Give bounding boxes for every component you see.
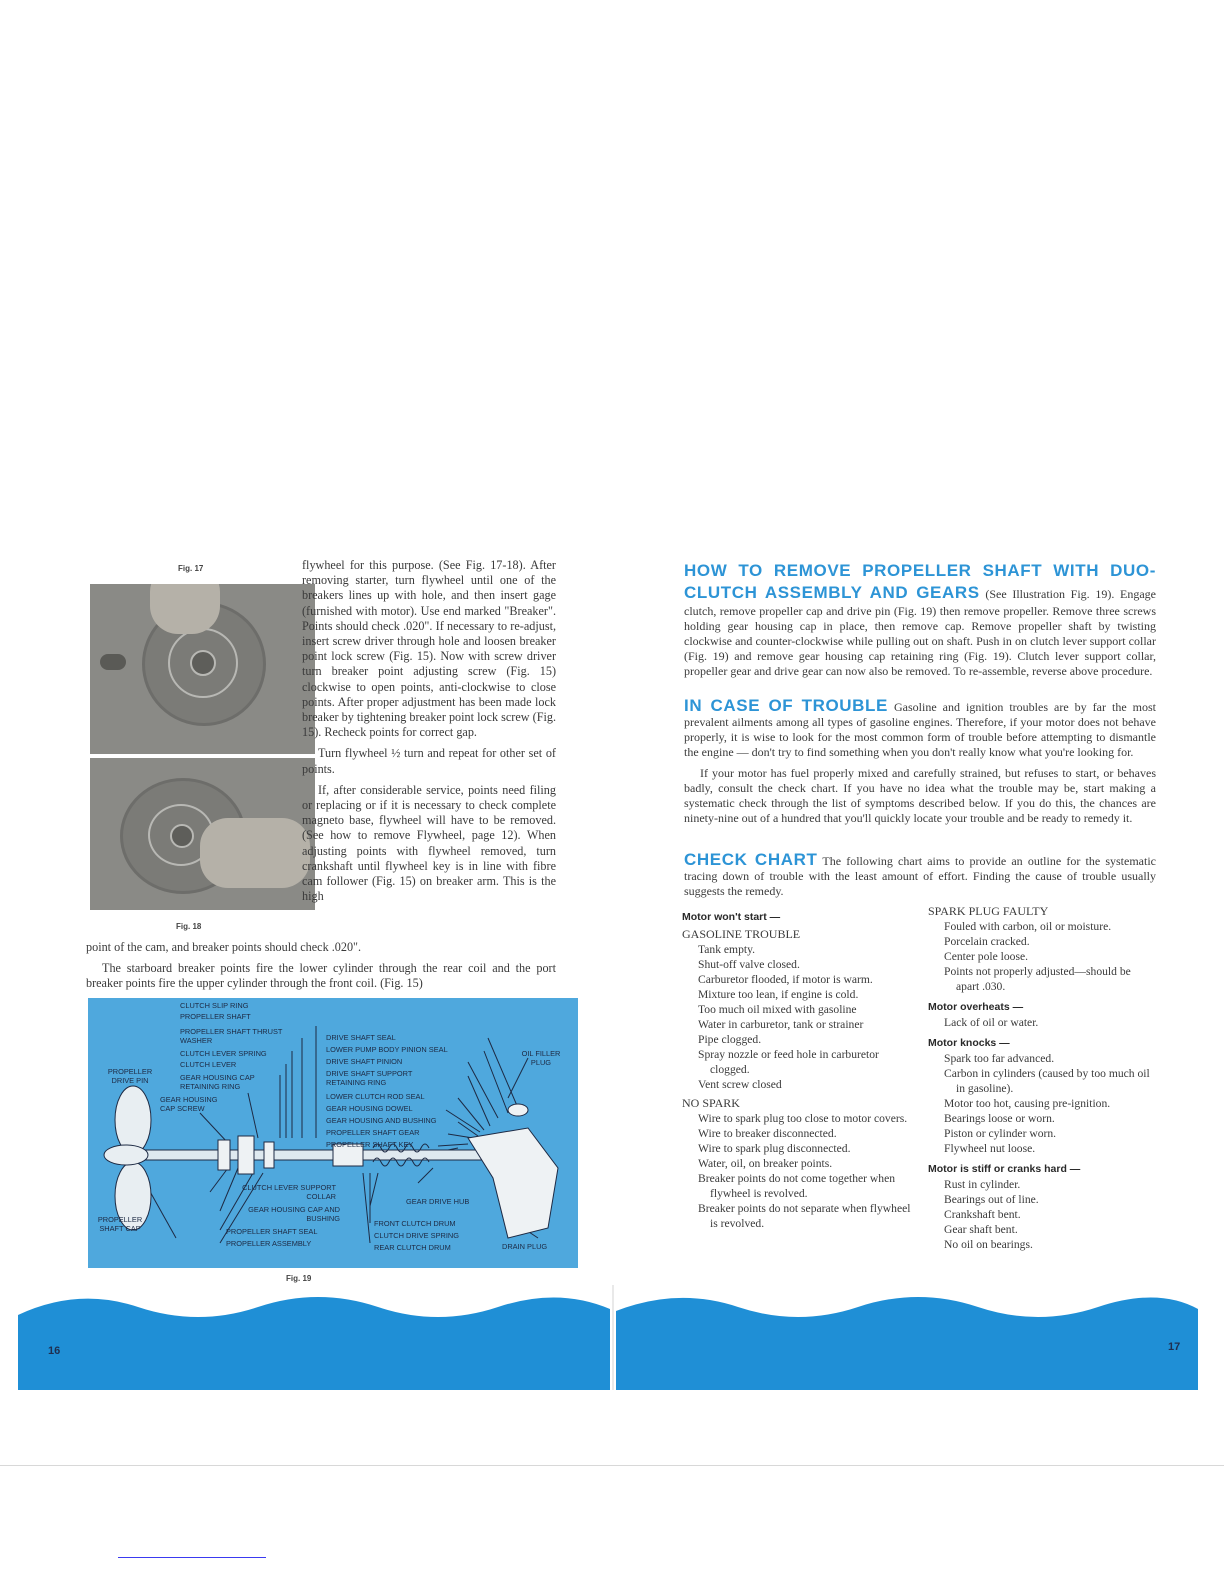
label-thrust-washer: PROPELLER SHAFT THRUST WASHER bbox=[180, 1027, 283, 1045]
motor-stiff-heading: Motor is stiff or cranks hard — bbox=[928, 1163, 1081, 1175]
check-chart-left-column bbox=[682, 904, 914, 1231]
motor-stiff-list bbox=[928, 1177, 1156, 1252]
list-item: Motor too hot, causing pre-ignition. bbox=[944, 1097, 1111, 1110]
list-item: Mixture too lean, if engine is cold. bbox=[698, 988, 859, 1001]
list-item: Pipe clogged. bbox=[698, 1033, 762, 1046]
label-clutch-lever-spring: CLUTCH LEVER SPRING bbox=[180, 1049, 267, 1058]
spark-plug-faulty-heading: SPARK PLUG FAULTY bbox=[928, 904, 1049, 918]
label-support-retaining-ring: DRIVE SHAFT SUPPORT RETAINING RING bbox=[326, 1069, 413, 1087]
label-cap-and-bushing: GEAR HOUSING CAP AND BUSHING bbox=[248, 1205, 340, 1223]
label-clutch-rod-seal: LOWER CLUTCH ROD SEAL bbox=[326, 1092, 425, 1101]
remove-propeller-heading: HOW TO REMOVE PROPELLER SHAFT WITH DUO-CLUTCH ASSEMBLY AND GEARS bbox=[684, 561, 1156, 602]
list-item: Breaker points do not separate when flywheel is revolved. bbox=[698, 1202, 911, 1230]
motor-knocks-heading: Motor knocks — bbox=[928, 1037, 1010, 1049]
scan-edge-line bbox=[0, 1465, 1224, 1466]
list-item: Wire to breaker disconnected. bbox=[698, 1127, 837, 1140]
no-spark-heading: NO SPARK bbox=[682, 1096, 740, 1110]
fig19-exploded-diagram bbox=[88, 998, 578, 1268]
remove-propeller-fig-ref: (See Illustration Fig. 19). bbox=[985, 587, 1115, 601]
list-item: Water in carburetor, tank or strainer bbox=[698, 1018, 864, 1031]
gasoline-trouble-heading: GASOLINE TROUBLE bbox=[682, 927, 801, 941]
label-propeller-drive-pin: PROPELLER DRIVE PIN bbox=[107, 1067, 153, 1085]
list-item: Bearings loose or worn. bbox=[944, 1112, 1055, 1125]
list-item: Carburetor flooded, if motor is warm. bbox=[698, 973, 873, 986]
list-item: Center pole loose. bbox=[944, 950, 1029, 963]
remove-propeller-text: Engage clutch, remove propeller cap and drive pin (Fig. 19) then remove propeller. Remove three screws holding gear housing cap in place, then remove cap. Remove propeller shaft by twisting clockwise and counter-clockwise while pulling out on shaft. Push in on clutch lever support collar (Fig. 19) and remove gear housing cap retaining ring (Fig. 19). Clutch lever support collar, propeller gear and drive gear can now also be removed. To re-assemble, reverse above procedure. bbox=[684, 587, 1156, 678]
left-page bbox=[18, 540, 610, 1390]
gasoline-trouble-list bbox=[682, 942, 914, 1092]
breaker-para-5: The starboard breaker points fire the lower cylinder through the rear coil and the port breaker points fire the upper cylinder through the front coil. (Fig. 15) bbox=[86, 961, 556, 991]
motor-overheats-heading: Motor overheats — bbox=[928, 1001, 1024, 1013]
label-propeller-shaft: PROPELLER SHAFT bbox=[180, 1012, 251, 1021]
label-clutch-slip-ring: CLUTCH SLIP RING bbox=[180, 1001, 249, 1010]
label-propeller-shaft-seal: PROPELLER SHAFT SEAL bbox=[226, 1227, 318, 1236]
spark-plug-faulty-list bbox=[928, 919, 1156, 994]
list-item: No oil on bearings. bbox=[944, 1238, 1033, 1251]
list-item: Lack of oil or water. bbox=[944, 1016, 1039, 1029]
fig17-label: Fig. 17 bbox=[178, 564, 204, 573]
wave-footer bbox=[18, 1285, 1198, 1390]
list-item: Piston or cylinder worn. bbox=[944, 1127, 1057, 1140]
scan-mark-line bbox=[118, 1557, 266, 1558]
remove-propeller-section bbox=[684, 560, 1156, 679]
label-drive-shaft-pinion: DRIVE SHAFT PINION bbox=[326, 1057, 403, 1066]
trouble-heading: IN CASE OF TROUBLE bbox=[684, 696, 888, 715]
list-item: Porcelain cracked. bbox=[944, 935, 1030, 948]
list-item: Gear shaft bent. bbox=[944, 1223, 1018, 1236]
check-chart-right-column bbox=[928, 902, 1156, 1252]
list-item: Spray nozzle or feed hole in carburetor clogged. bbox=[698, 1048, 879, 1076]
list-item: Wire to spark plug disconnected. bbox=[698, 1142, 851, 1155]
label-propeller-shaft-cap: PROPELLER SHAFT CAP bbox=[97, 1215, 143, 1233]
fig17-photo bbox=[90, 584, 315, 754]
list-item: Vent screw closed bbox=[698, 1078, 782, 1091]
fig18-photo bbox=[90, 758, 315, 910]
label-gear-drive-hub: GEAR DRIVE HUB bbox=[406, 1197, 470, 1206]
breaker-full-text bbox=[86, 940, 556, 998]
list-item: Carbon in cylinders (caused by too much oil in gasoline). bbox=[944, 1067, 1150, 1095]
check-chart-intro bbox=[684, 852, 1156, 899]
motor-overheats-list bbox=[928, 1015, 1156, 1030]
label-cap-screw: GEAR HOUSING CAP SCREW bbox=[160, 1095, 218, 1113]
fig18-label: Fig. 18 bbox=[176, 922, 202, 931]
list-item: Crankshaft bent. bbox=[944, 1208, 1021, 1221]
page-number-16: 16 bbox=[48, 1345, 61, 1357]
label-gear-housing-bushing: GEAR HOUSING AND BUSHING bbox=[326, 1116, 437, 1125]
trouble-section bbox=[684, 698, 1156, 826]
label-drain-plug: DRAIN PLUG bbox=[502, 1242, 548, 1251]
page-number-17: 17 bbox=[1168, 1341, 1181, 1353]
list-item: Fouled with carbon, oil or moisture. bbox=[944, 920, 1112, 933]
label-clutch-lever: CLUTCH LEVER bbox=[180, 1060, 237, 1069]
trouble-text-2: If your motor has fuel properly mixed and carefully strained, but refuses to start, or behaves badly, consult the check chart. If you have no idea what the trouble may be, start making a systematic check through the list of symptoms described below. If you do this, the chances are ninety-nine out of a hundred that you'll quickly locate your trouble and be ready to remedy it. bbox=[684, 766, 1156, 825]
motor-knocks-list bbox=[928, 1051, 1156, 1156]
list-item: Points not properly adjusted—should be apart .030. bbox=[944, 965, 1131, 993]
breaker-para-1: flywheel for this purpose. (See Fig. 17-18). After removing starter, turn flywheel until one of the breakers lines up with hole, and then insert gage (furnished with motor). Use end marked "Breaker". Points should check .020". If necessary to re-adjust, insert screw driver through hole and loosen breaker point lock screw (Fig. 15). Now with screw driver turn breaker point adjusting screw (Fig. 15) clockwise to open points, anti-clockwise to close points. After proper adjustment has been made lock breaker by tightening breaker point lock screw (Fig. 15). Recheck points for correct gap. bbox=[302, 558, 556, 740]
label-propeller-shaft-gear: PROPELLER SHAFT GEAR bbox=[326, 1128, 420, 1137]
breaker-column-text bbox=[302, 558, 556, 910]
list-item: Wire to spark plug too close to motor covers. bbox=[698, 1112, 908, 1125]
breaker-para-3: If, after considerable service, points need filing or replacing or if it is necessary to check complete magneto base, flywheel will have to be removed. (See how to remove Flywheel, page 12). When adjusting points with flywheel removed, turn crankshaft until flywheel key is in line with fibre cam follower (Fig. 15) on breaker arm. This is the high bbox=[302, 782, 556, 904]
list-item: Water, oil, on breaker points. bbox=[698, 1157, 833, 1170]
list-item: Flywheel nut loose. bbox=[944, 1142, 1036, 1155]
breaker-para-2: Turn flywheel ½ turn and repeat for other set of points. bbox=[302, 746, 556, 776]
label-propeller-assembly: PROPELLER ASSEMBLY bbox=[226, 1239, 312, 1248]
label-rear-clutch-drum: REAR CLUTCH DRUM bbox=[374, 1243, 451, 1252]
label-drive-shaft-seal: DRIVE SHAFT SEAL bbox=[326, 1033, 396, 1042]
label-lever-support-collar: CLUTCH LEVER SUPPORT COLLAR bbox=[242, 1183, 336, 1201]
label-oil-filler-plug: OIL FILLER PLUG bbox=[521, 1049, 561, 1067]
check-chart-heading: CHECK CHART bbox=[684, 850, 818, 869]
right-page bbox=[614, 540, 1198, 1390]
list-item: Rust in cylinder. bbox=[944, 1178, 1021, 1191]
list-item: Tank empty. bbox=[698, 943, 756, 956]
label-gear-housing-dowel: GEAR HOUSING DOWEL bbox=[326, 1104, 413, 1113]
fig19-label: Fig. 19 bbox=[286, 1274, 312, 1283]
list-item: Too much oil mixed with gasoline bbox=[698, 1003, 857, 1016]
label-propeller-shaft-key: PROPELLER SHAFT KEY bbox=[326, 1140, 414, 1149]
list-item: Spark too far advanced. bbox=[944, 1052, 1055, 1065]
label-pinion-seal: LOWER PUMP BODY PINION SEAL bbox=[326, 1045, 448, 1054]
no-spark-list bbox=[682, 1111, 914, 1231]
label-cap-retaining-ring: GEAR HOUSING CAP RETAINING RING bbox=[180, 1073, 255, 1091]
motor-wont-start-heading: Motor won't start — bbox=[682, 911, 781, 923]
list-item: Shut-off valve closed. bbox=[698, 958, 800, 971]
breaker-para-4: point of the cam, and breaker points should check .020". bbox=[86, 940, 362, 954]
list-item: Bearings out of line. bbox=[944, 1193, 1039, 1206]
label-clutch-drive-spring: CLUTCH DRIVE SPRING bbox=[374, 1231, 460, 1240]
list-item: Breaker points do not come together when flywheel is revolved. bbox=[698, 1172, 896, 1200]
check-chart-text: The following chart aims to provide an outline for the systematic tracing down of trouble with the least amount of effort. Finding the cause of trouble usually suggests the remedy. bbox=[684, 854, 1156, 898]
trouble-text-1: Gasoline and ignition troubles are by far the most prevalent ailments among all types of gasoline engines. Therefore, if your motor does not behave properly, it is wise to look for the most common form of trouble before attempting to dismantle the engine — don't try to find something when you don't really know what you're looking for. bbox=[684, 700, 1157, 759]
label-front-clutch-drum: FRONT CLUTCH DRUM bbox=[374, 1219, 456, 1228]
